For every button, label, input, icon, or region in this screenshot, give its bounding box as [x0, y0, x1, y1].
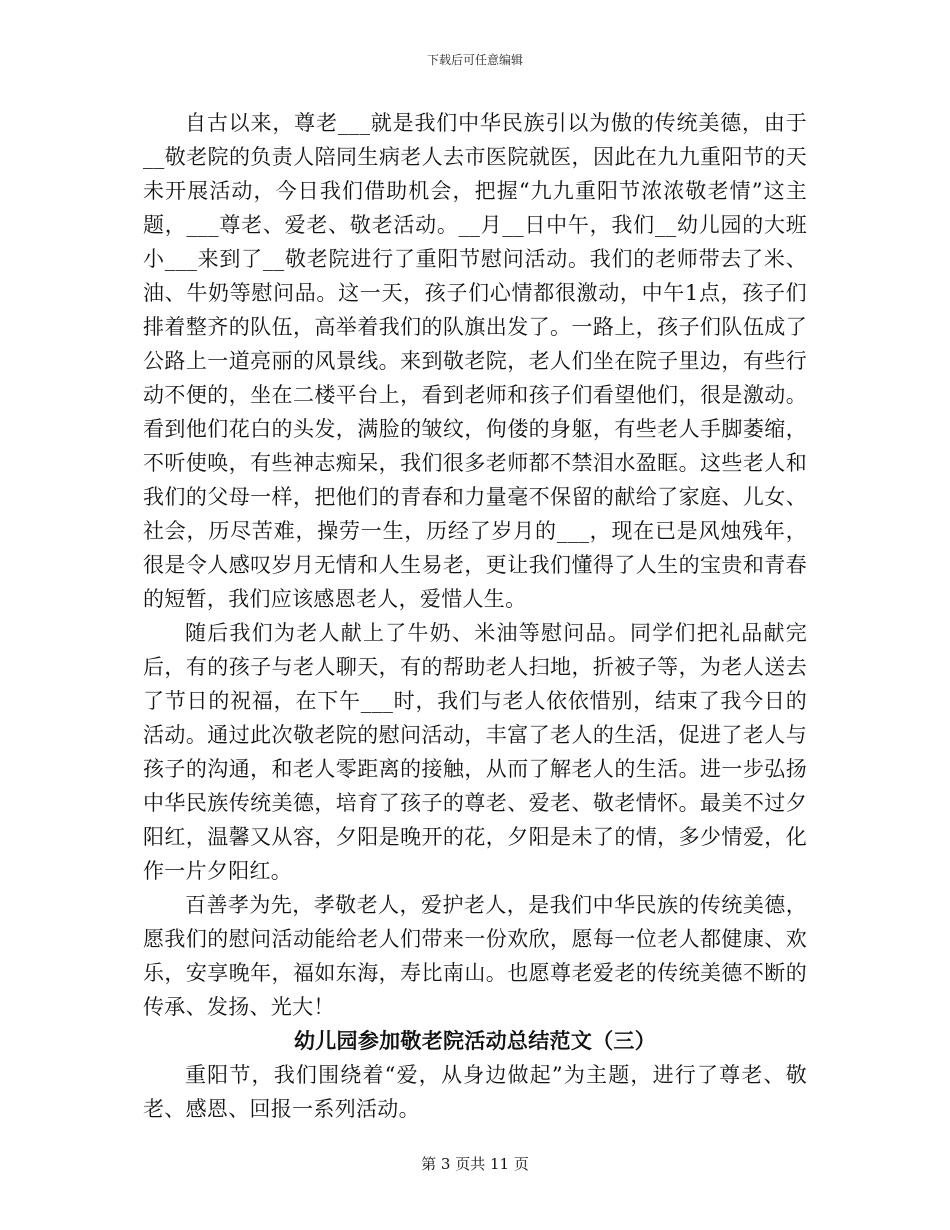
body-paragraph-2: 随后我们为老人献上了牛奶、米油等慰问品。同学们把礼品献完后，有的孩子与老人聊天，有的帮助老人扫地，折被子等，为老人送去了节日的祝福，在下午___时，我们与老人依依惜别，结束了我今日的活动。通过此次敬老院的慰问活动，丰富了老人的生活，促进了老人与孩子的沟通，和老人零距离的接触，从而了解老人的生活。进一步弘扬中华民族传统美德，培育了孩子的尊老、爱老、敬老情怀。最美不过夕阳红，温馨又从容，夕阳是晚开的花，夕阳是未了的情，多少情爱，化作一片夕阳红。 [143, 621, 807, 883]
page-header-note: 下载后可任意编辑 [426, 53, 523, 67]
page-number: 第 3 页共 11 页 [421, 1155, 529, 1173]
section-paragraph-1: 重阳节，我们围绕着“爱，从身边做起”为主题，进行了尊老、敬老、感恩、回报一系列活动。 [143, 1063, 807, 1121]
body-paragraph-1: 自古以来，尊老___就是我们中华民族引以为傲的传统美德，由于__敬老院的负责人陪同生病老人去市医院就医，因此在九九重阳节的天未开展活动，今日我们借助机会，把握“九九重阳节浓浓敬老情”这主题，___尊老、爱老、敬老活动。__月__日中午，我们__幼儿园的大班小___来到了__敬老院进行了重阳节慰问活动。我们的老师带去了米、油、牛奶等慰问品。这一天，孩子们心情都很激动，中午1点，孩子们排着整齐的队伍，高举着我们的队旗出发了。一路上，孩子们队伍成了公路上一道亮丽的风景线。来到敬老院，老人们坐在院子里边，有些行动不便的，坐在二楼平台上，看到老师和孩子们看望他们，很是激动。看到他们花白的头发，满脸的皱纹，佝偻的身躯，有些老人手脚萎缩，不听使唤，有些神志痴呆，我们很多老师都不禁泪水盈眶。这些老人和我们的父母一样，把他们的青春和力量毫不保留的献给了家庭、儿女、社会，历尽苦难，操劳一生，历经了岁月的___，现在已是风烛残年，很是令人感叹岁月无情和人生易老，更让我们懂得了人生的宝贵和青春的短暂，我们应该感恩老人，爱惜人生。 [143, 111, 807, 611]
section-title: 幼儿园参加敬老院活动总结范文（三） [293, 1028, 657, 1053]
body-paragraph-3: 百善孝为先，孝敬老人，爱护老人，是我们中华民族的传统美德，愿我们的慰问活动能给老人们带来一份欢欣，愿每一位老人都健康、欢乐，安享晚年，福如东海，寿比南山。也愿尊老爱老的传统美德不断的传承、发扬、光大！ [143, 893, 807, 1019]
document-body [143, 106, 807, 1126]
